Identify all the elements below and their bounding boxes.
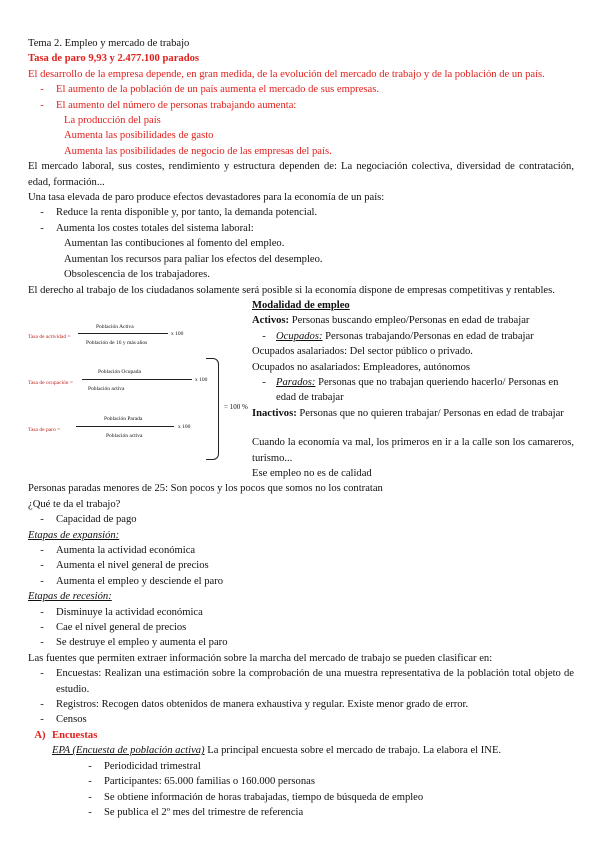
employment-rate-label: Tasa de ocupación =: [28, 379, 74, 386]
activity-rate-denominator: Población de 16 y más años: [86, 339, 148, 346]
activity-rate-multiplier: x 100: [171, 330, 184, 337]
ocupados-line: - Ocupados: Personas trabajando/Personas en edad de trabajar: [262, 330, 534, 342]
activity-rate-label: Tasa de actividad =: [28, 333, 71, 340]
list-item: - El aumento del número de personas trabajando aumenta:: [40, 99, 297, 111]
expansion-heading: Etapas de expansión:: [28, 529, 120, 541]
employment-rate-denominator: Población activa: [88, 385, 125, 392]
unemployment-rate-heading: Tasa de paro 9,93 y 2.477.100 parados: [28, 53, 199, 65]
inactivos-line: Inactivos: Personas que no quieren trabajar/ Personas en edad de trabajar: [252, 407, 564, 419]
question-line: ¿Qué te da el trabajo?: [28, 498, 121, 510]
parados-line: - Parados: Personas que no trabajan queriendo hacerlo/ Personas en edad de trabajar: [262, 376, 559, 404]
rate-formulas-figure: [28, 298, 253, 478]
list-item: - Se obtiene información de horas trabajadas, tiempo de búsqueda de empleo: [88, 791, 424, 803]
list-item: - Cae el nivel general de precios: [40, 622, 187, 634]
list-item: - Registros: Recogen datos obtenidos de manera exhaustiva y regular. Existe menor grado de error.: [40, 699, 469, 711]
employment-rate-multiplier: x 100: [195, 376, 208, 383]
employment-modality: [252, 298, 574, 481]
sub-item: Aumenta las posibilidades de negocio de las empresas del país.: [64, 145, 332, 157]
quality-line: Ese empleo no es de calidad: [252, 467, 372, 479]
unemployment-paragraph: Una tasa elevada de paro produce efectos devastadores para la economía de un país:: [28, 192, 385, 204]
activos-line: Activos: Personas buscando empleo/Personas en edad de trabajar: [252, 315, 530, 327]
list-item: - Se publica el 2º mes del trimestre de referencia: [88, 806, 304, 818]
fraction-bar: [78, 333, 168, 334]
document-title: Tema 2. Empleo y mercado de trabajo: [28, 38, 190, 49]
sub-item: Obsolescencia de los trabajadores.: [64, 269, 210, 281]
list-item: - Disminuye la actividad económica: [40, 606, 203, 618]
two-column-section: [28, 298, 574, 481]
sub-item: Aumenta las posibilidades de gasto: [64, 130, 214, 142]
fraction-bar: [76, 426, 174, 427]
recession-heading: Etapas de recesión:: [28, 591, 112, 603]
intro-paragraph: El desarrollo de la empresa depende, en gran medida, de la evolución del mercado de trabajo y de la población de un país.: [28, 68, 545, 80]
list-item: - Periodicidad trimestral: [88, 760, 201, 772]
fraction-bar: [82, 379, 192, 380]
list-item: - Aumenta los costes totales del sistema laboral:: [40, 222, 254, 234]
list-item: - Reduce la renta disponible y, por tanto, la demanda potencial.: [40, 207, 318, 219]
activity-rate-numerator: Población Activa: [96, 323, 134, 330]
list-item: - Participantes: 65.000 familias o 160.000 personas: [88, 776, 315, 788]
surveys-heading: A) Encuestas: [34, 729, 98, 741]
list-item: - Capacidad de pago: [40, 514, 137, 526]
unemployment-rate-multiplier: x 100: [178, 423, 191, 430]
sub-item: Aumentan las contibuciones al fomento del empleo.: [64, 238, 285, 250]
total-label: = 100 %: [224, 402, 248, 411]
unemployment-rate-denominator: Población activa: [106, 432, 143, 439]
list-item: - Se destruye el empleo y aumenta el paro: [40, 637, 228, 649]
unemployment-rate-numerator: Población Parada: [104, 415, 143, 422]
list-item: - Aumenta la actividad económica: [40, 545, 196, 556]
employment-rate-numerator: Población Ocupada: [98, 368, 141, 375]
crisis-line: Cuando la economía va mal, los primeros en ir a la calle son los camareros, turismo...: [252, 437, 574, 464]
market-paragraph: El mercado laboral, sus costes, rendimiento y estructura dependen de: La negociación colectiva, diversidad de contratación, edad, formación...: [28, 161, 574, 188]
list-item: - El aumento de la población de un país aumenta el mercado de sus empresas.: [40, 84, 380, 96]
young-unemployed-paragraph: Personas paradas menores de 25: Son pocos y los pocos que somos no los contratan: [28, 483, 383, 495]
sub-item: Aumentan los recursos para paliar los efectos del desempleo.: [64, 253, 323, 265]
document-page: [28, 36, 574, 820]
list-item: - Aumenta el empleo y desciende el paro: [40, 575, 224, 587]
red-list: [28, 82, 574, 159]
list-item: - Encuestas: Realizan una estimación sobre la comprobación de una muestra representativa de la población total objeto de estudio.: [40, 668, 574, 695]
sources-paragraph: Las fuentes que permiten extraer información sobre la marcha del mercado de trabajo se pueden clasificar en:: [28, 652, 493, 664]
epa-line: EPA (Encuesta de población activa) La principal encuesta sobre el mercado de trabajo. La elabora el INE.: [52, 745, 502, 757]
list-item: - Aumenta el nivel general de precios: [40, 560, 209, 572]
rights-paragraph: El derecho al trabajo de los ciudadanos solamente será posible si la economía dispone de empresas competitivas y rentables.: [28, 284, 555, 296]
asalariados-line: Ocupados asalariados: Del sector público o privado.: [252, 346, 473, 358]
spacer: [252, 421, 574, 435]
unemployment-rate-label: Tasa de paro =: [28, 426, 61, 433]
no-asalariados-line: Ocupados no asalariados: Empleadores, autónomos: [252, 361, 470, 373]
modality-title: Modalidad de empleo: [252, 299, 350, 311]
list-item: - Censos: [40, 714, 87, 726]
sub-item: La producción del país: [64, 115, 161, 127]
brace-shape: [206, 358, 219, 460]
